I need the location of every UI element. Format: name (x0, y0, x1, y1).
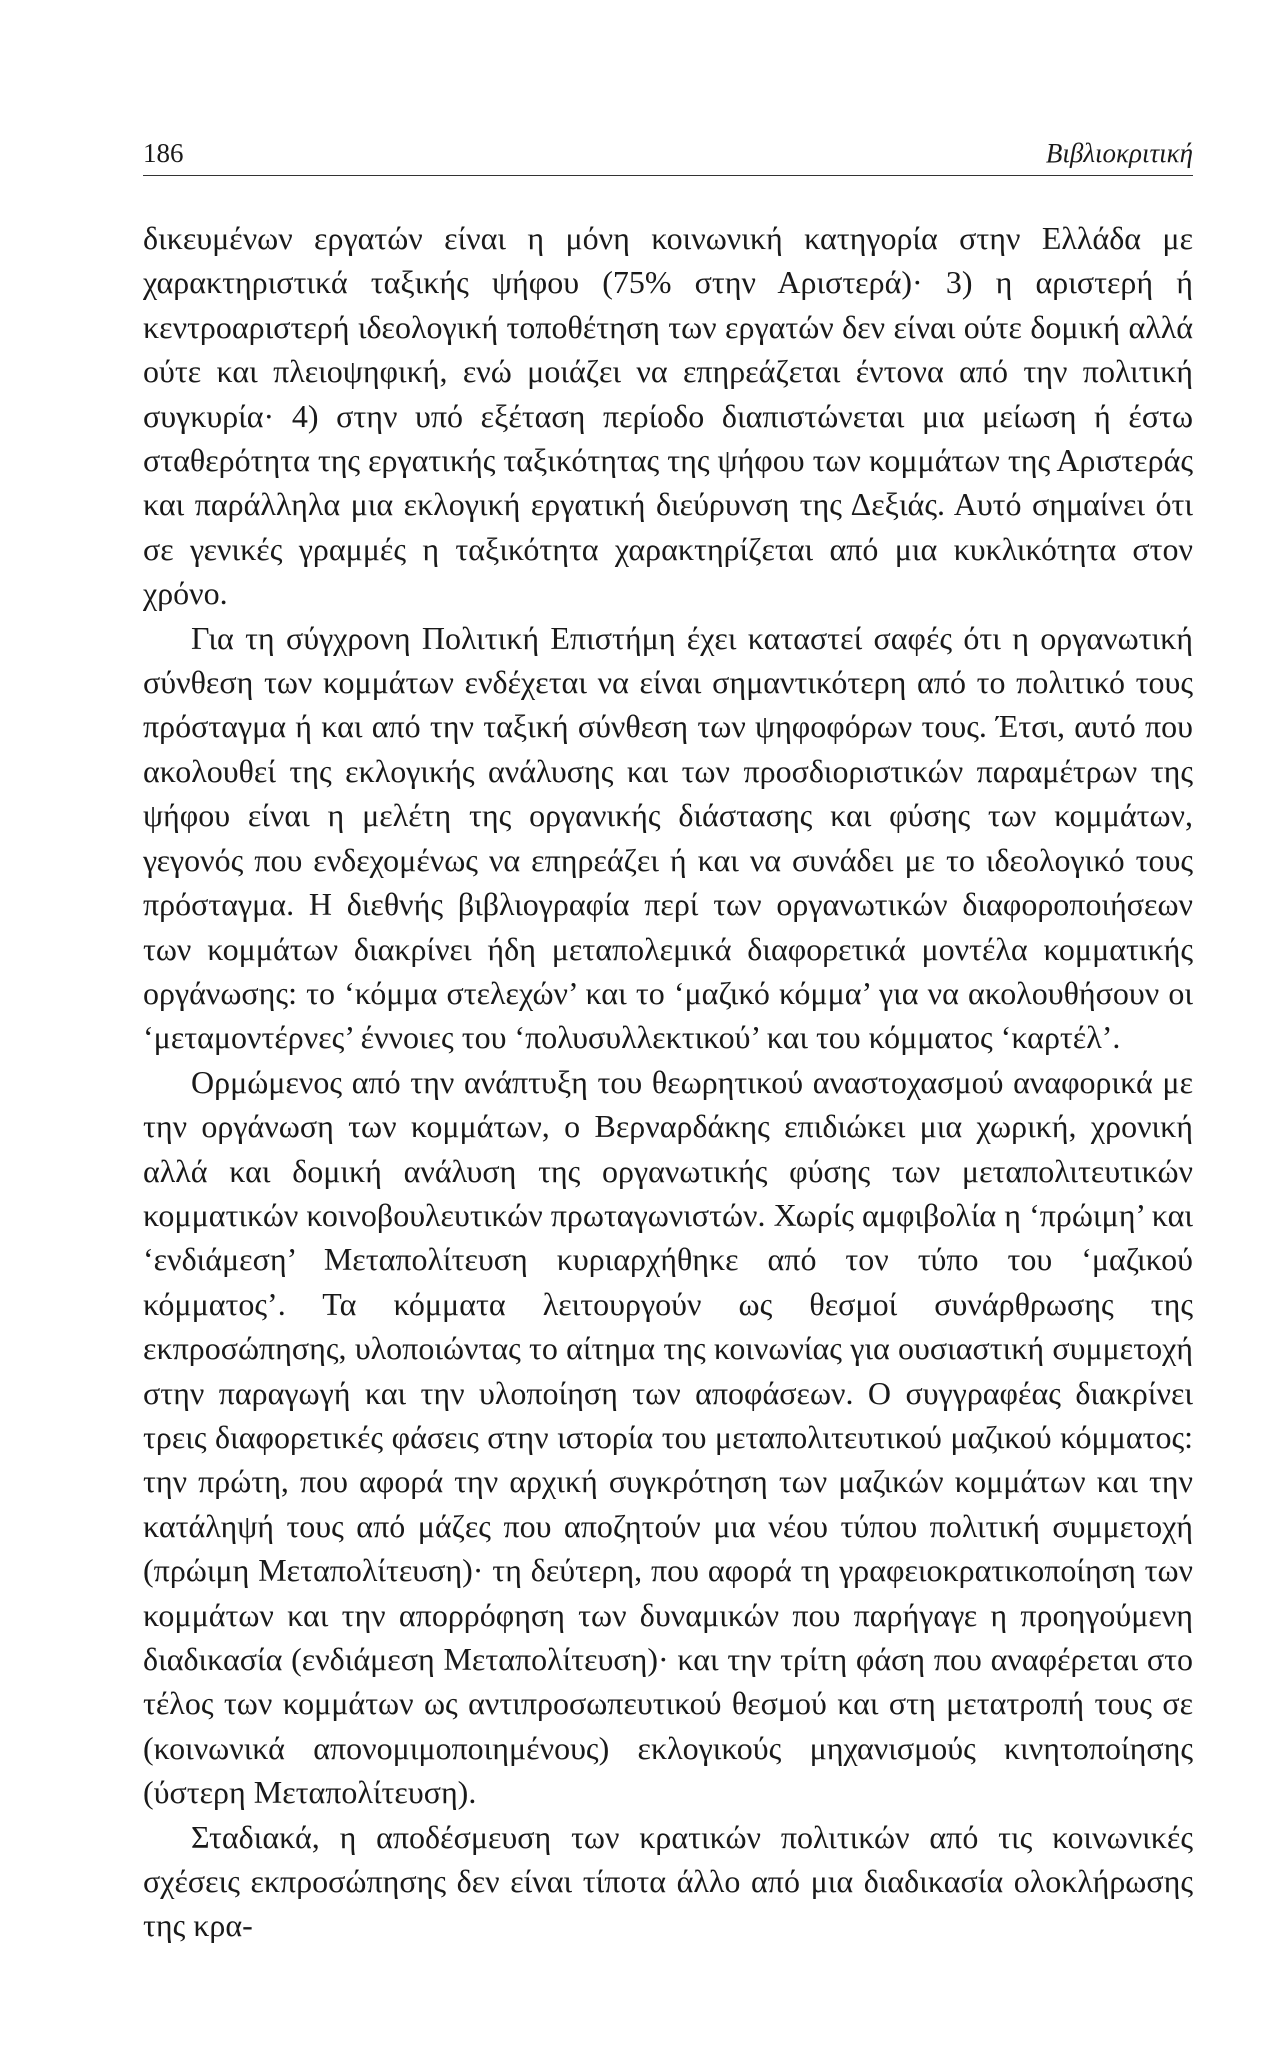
running-title: Βιβλιοκριτική (1045, 138, 1193, 168)
paragraph-1-continued: δικευμένων εργατών είναι η μόνη κοινωνική κατηγορία στην Ελλάδα με χαρακτηριστικά ταξικής ψήφου (75% στην Αριστερά)· 3) η αριστερή ή κεντροαριστερή ιδεολογική τοποθέτηση των εργατών δεν είναι ούτε δομική αλλά ούτε και πλειοψηφική, ενώ μοιάζει να επηρεάζεται έντονα από την πολιτική συγκυρία· 4) στην υπό εξέταση περίοδο διαπιστώνεται μια μείωση ή έστω σταθερότητα της εργατικής ταξικότητας της ψήφου των κομμάτων της Αριστεράς και παράλληλα μια εκλογική εργατική διεύρυνση της Δεξιάς. Αυτό σημαίνει ότι σε γενικές γραμμές η ταξικότητα χαρακτηρίζεται από μια κυκλικότητα στον χρόνο. (143, 220, 1193, 612)
paragraph-4: Σταδιακά, η αποδέσμευση των κρατικών πολιτικών από τις κοινωνικές σχέσεις εκπροσώπησης δεν είναι τίποτα άλλο από μια διαδικασία ολοκλήρωσης της κρα- (143, 1818, 1193, 1944)
paragraph-3: Ορμώμενος από την ανάπτυξη του θεωρητικού αναστοχασμού αναφορικά με την οργάνωση των κομμάτων, ο Βερναρδάκης επιδιώκει μια χωρική, χρονική αλλά και δομική ανάλυση της οργανωτικής φύσης των μεταπολιτευτικών κομματικών κοινοβουλευτικών πρωταγωνιστών. Χωρίς αμφιβολία η ‘πρώιμη’ και ‘ενδιάμεση’ Μεταπολίτευση κυριαρχήθηκε από τον τύπο του ‘μαζικού κόμματος’. Τα κόμματα λειτουργούν ως θεσμοί συνάρθρωσης της εκπροσώπησης, υλοποιώντας το αίτημα της κοινωνίας για ουσιαστική συμμετοχή στην παραγωγή και την υλοποίηση των αποφάσεων. Ο συγγραφέας διακρίνει τρεις διαφορετικές φάσεις στην ιστορία του μεταπολιτευτικού μαζικού κόμματος: την πρώτη, που αφορά την αρχική συγκρότηση των μαζικών κομμάτων και την κατάληψή τους από μάζες που αποζητούν μια νέου τύπου πολιτική συμμετοχή (πρώιμη Μεταπολίτευση)· τη δεύτερη, που αφορά τη γραφειοκρατικοποίηση των κομμάτων και την απορρόφηση των δυναμικών που παρήγαγε η προηγούμενη διαδικασία (ενδιάμεση Μεταπολίτευση)· και την τρίτη φάση που αναφέρεται στο τέλος των κομμάτων ως αντιπροσωπευτικού θεσμού και στη μετατροπή τους σε (κοινωνικά απονομιμοποιημένους) εκλογικούς μηχανισμούς κινητοποίησης (ύστερη Μεταπολίτευση). (143, 1063, 1193, 1811)
body-text (143, 216, 1193, 1948)
paragraph-2: Για τη σύγχρονη Πολιτική Επιστήμη έχει καταστεί σαφές ότι η οργανωτική σύνθεση των κομμάτων ενδέχεται να είναι σημαντικότερη από το πολιτικό τους πρόσταγμα ή και από την ταξική σύνθεση των ψηφοφόρων τους. Έτσι, αυτό που ακολουθεί της εκλογικής ανάλυσης και των προσδιοριστικών παραμέτρων της ψήφου είναι η μελέτη της οργανικής διάστασης και φύσης των κομμάτων, γεγονός που ενδεχομένως να επηρεάζει ή και να συνάδει με το ιδεολογικό τους πρόσταγμα. Η διεθνής βιβλιογραφία περί των οργανωτικών διαφοροποιήσεων των κομμάτων διακρίνει ήδη μεταπολεμικά διαφορετικά μοντέλα κομματικής οργάνωσης: το ‘κόμμα στελεχών’ και το ‘μαζικό κόμμα’ για να ακολουθήσουν οι ‘μεταμοντέρνες’ έννοιες του ‘πολυσυλλεκτικού’ και του κόμματος ‘καρτέλ’. (143, 619, 1193, 1056)
page-header (143, 138, 1193, 176)
page-number: 186 (143, 138, 184, 168)
book-page (143, 138, 1193, 1948)
